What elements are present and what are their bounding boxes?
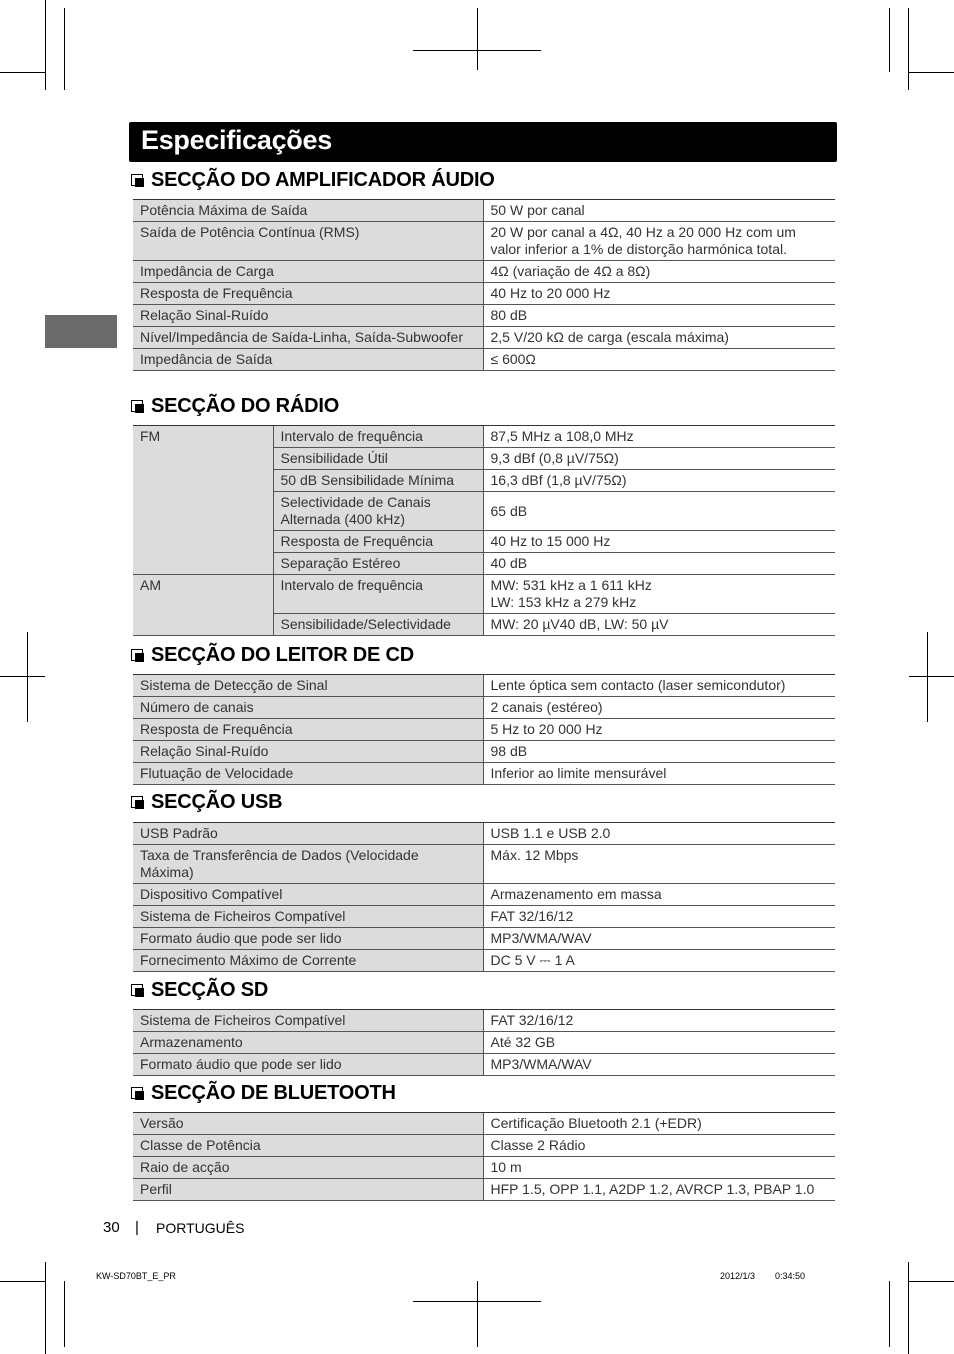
table-row: Resposta de Frequência 5 Hz to 20 000 Hz (133, 719, 835, 741)
table-row: 50 dB Sensibilidade Mínima 16,3 dBf (1,8 µV/75Ω) (133, 470, 835, 492)
table-row: Selectividade de Canais Alternada (400 kHz) 65 dB (133, 492, 835, 531)
table-row: Relação Sinal-Ruído 98 dB (133, 741, 835, 763)
table-row: Taxa de Transferência de Dados (Velocidade Máxima) Máx. 12 Mbps (133, 845, 835, 884)
section-heading-cd: SECÇÃO DO LEITOR DE CD (131, 643, 414, 667)
table-row: FM Intervalo de frequência 87,5 MHz a 108,0 MHz (133, 426, 835, 448)
table-row: Relação Sinal-Ruído 80 dB (133, 305, 835, 327)
section-heading-usb: SECÇÃO USB (131, 790, 282, 814)
table-row: Saída de Potência Contínua (RMS) 20 W por canal a 4Ω, 40 Hz a 20 000 Hz com um valor inferior a 1% de distorção harmónica total. (133, 222, 835, 261)
table-row: Separação Estéreo 40 dB (133, 553, 835, 575)
usb-table (133, 822, 835, 972)
section-square-icon (131, 1087, 143, 1099)
table-row: Sistema de Detecção de Sinal Lente óptica sem contacto (laser semicondutor) (133, 675, 835, 697)
table-row: AM Intervalo de frequência MW: 531 kHz a 1 611 kHz LW: 153 kHz a 279 kHz (133, 575, 835, 614)
table-row: Sensibilidade/Selectividade MW: 20 µV40 dB, LW: 50 µV (133, 614, 835, 636)
table-row: Formato áudio que pode ser lido MP3/WMA/WAV (133, 928, 835, 950)
page-title-bar (129, 122, 837, 162)
footer-language: PORTUGUÊS (156, 1220, 245, 1236)
table-row: Dispositivo Compatível Armazenamento em massa (133, 884, 835, 906)
section-heading-radio: SECÇÃO DO RÁDIO (131, 394, 339, 418)
section-square-icon (131, 984, 143, 996)
section-heading-bluetooth: SECÇÃO DE BLUETOOTH (131, 1081, 396, 1105)
table-row: USB Padrão USB 1.1 e USB 2.0 (133, 823, 835, 845)
table-row: Sistema de Ficheiros Compatível FAT 32/16/12 (133, 1010, 835, 1032)
table-row: Nível/Impedância de Saída-Linha, Saída-Subwoofer 2,5 V/20 kΩ de carga (escala máxima) (133, 327, 835, 349)
amplifier-table (133, 199, 835, 371)
language-tab (45, 315, 117, 348)
table-row: Versão Certificação Bluetooth 2.1 (+EDR) (133, 1113, 835, 1135)
footer-date: 2012/1/3 (720, 1271, 756, 1281)
sd-table (133, 1009, 835, 1076)
footer-separator: | (135, 1219, 139, 1236)
table-row: Impedância de Carga 4Ω (variação de 4Ω a 8Ω) (133, 261, 835, 283)
table-row: Potência Máxima de Saída 50 W por canal (133, 200, 835, 222)
table-row: Armazenamento Até 32 GB (133, 1032, 835, 1054)
table-row: Resposta de Frequência 40 Hz to 15 000 Hz (133, 531, 835, 553)
section-square-icon (131, 649, 143, 661)
section-square-icon (131, 796, 143, 808)
table-row: Sensibilidade Útil 9,3 dBf (0,8 µV/75Ω) (133, 448, 835, 470)
page-title: Especificações (141, 125, 332, 155)
table-row: Sistema de Ficheiros Compatível FAT 32/16/12 (133, 906, 835, 928)
table-row: Impedância de Saída ≤ 600Ω (133, 349, 835, 371)
footer-file-name: KW-SD70BT_E_PR (96, 1271, 176, 1281)
table-row: Classe de Potência Classe 2 Rádio (133, 1135, 835, 1157)
table-row: Flutuação de Velocidade Inferior ao limite mensurável (133, 763, 835, 785)
bluetooth-table (133, 1112, 835, 1201)
table-row: Formato áudio que pode ser lido MP3/WMA/WAV (133, 1054, 835, 1076)
section-square-icon (131, 174, 143, 186)
section-heading-sd: SECÇÃO SD (131, 978, 268, 1002)
table-row: Resposta de Frequência 40 Hz to 20 000 Hz (133, 283, 835, 305)
section-heading-amplifier: SECÇÃO DO AMPLIFICADOR ÁUDIO (131, 168, 495, 192)
table-row: Número de canais 2 canais (estéreo) (133, 697, 835, 719)
cd-table (133, 674, 835, 785)
radio-table (133, 425, 835, 636)
footer-time: 0:34:50 (775, 1271, 806, 1281)
table-row: Fornecimento Máximo de Corrente DC 5 V ⎓ 1 A (133, 950, 835, 972)
table-row: Perfil HFP 1.5, OPP 1.1, A2DP 1.2, AVRCP 1.3, PBAP 1.0 (133, 1179, 835, 1201)
table-row: Raio de acção 10 m (133, 1157, 835, 1179)
page-number: 30 (103, 1219, 120, 1236)
section-square-icon (131, 400, 143, 412)
